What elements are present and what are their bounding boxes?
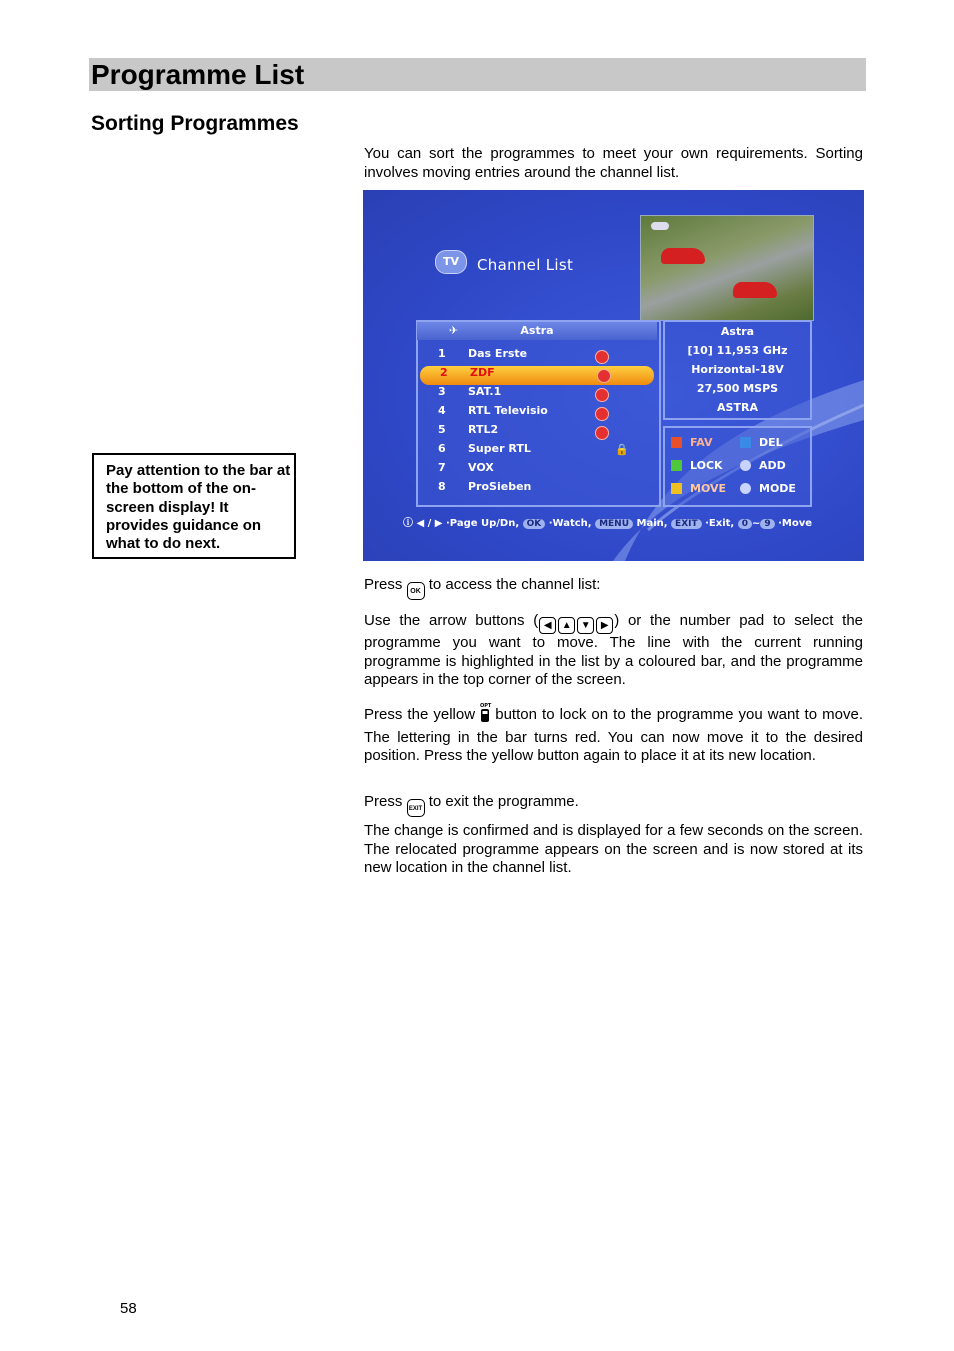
title-bar	[89, 58, 866, 91]
channel-row[interactable]	[418, 442, 656, 461]
channel-list-screen	[363, 190, 864, 561]
move-button[interactable]: MOVE	[690, 482, 727, 495]
favourite-icon	[595, 407, 609, 421]
up-arrow-icon: ▲	[558, 617, 575, 634]
help-bar: ⓘ ◀ / ▶ ·Page Up/Dn, OK ·Watch, MENU Main, EXIT ·Exit, 0 ~ 9 ·Move	[403, 518, 813, 529]
add-button[interactable]: ADD	[759, 459, 786, 472]
svg-text:OPT: OPT	[480, 703, 492, 709]
favourite-icon	[595, 426, 609, 440]
channel-name: SAT.1	[468, 385, 502, 398]
channel-row[interactable]	[418, 480, 656, 499]
arrows-paragraph: Use the arrow buttons ( ◀ ▲ ▼ ▶ ) or the number pad to select the programme you want to move. The line with the current running programme is highlighted in the list by a coloured bar, and the programme appears in the top corner of the screen.	[364, 612, 863, 688]
channel-number: 2	[440, 366, 448, 379]
mode-button[interactable]: MODE	[759, 482, 796, 495]
channel-row[interactable]	[418, 347, 656, 366]
channel-number: 6	[438, 442, 446, 455]
green-key-icon	[671, 460, 682, 471]
tv-logo-icon	[651, 222, 669, 230]
favourite-icon	[595, 388, 609, 402]
channel-name: Das Erste	[468, 347, 528, 360]
channel-number: 3	[438, 385, 446, 398]
info-frequency: [10] 11,953 GHz	[687, 344, 788, 357]
channel-number: 8	[438, 480, 446, 493]
intro-paragraph: You can sort the programmes to meet your own requirements. Sorting involves moving entries around the channel list.	[364, 145, 863, 181]
mode-key-icon	[740, 483, 751, 494]
left-arrow-icon: ◀	[539, 617, 556, 634]
channel-row[interactable]	[420, 366, 654, 385]
ok-key-icon: OK	[523, 519, 546, 529]
transponder-info	[663, 320, 812, 420]
channel-name: VOX	[468, 461, 494, 474]
yellow-button-icon	[480, 701, 490, 729]
lock-icon: 🔒	[615, 443, 629, 456]
page-number: 58	[120, 1300, 137, 1317]
info-provider: ASTRA	[717, 401, 758, 414]
channel-name: ProSieben	[468, 480, 532, 493]
add-key-icon	[740, 460, 751, 471]
channel-name: RTL2	[468, 423, 499, 436]
channel-number: 4	[438, 404, 446, 417]
note-box: Pay attention to the bar at the bottom of the on-screen display! It provides guidance on what to do next.	[92, 453, 296, 559]
programme-preview-image	[640, 215, 814, 321]
menu-key-icon: MENU	[595, 519, 633, 529]
info-satellite: Astra	[720, 325, 755, 338]
lock-button[interactable]: LOCK	[690, 459, 723, 472]
channel-row[interactable]	[418, 423, 656, 442]
car-icon	[661, 248, 705, 264]
info-symbolrate: 27,500 MSPS	[696, 382, 779, 395]
list-header: ✈ Astra	[417, 322, 657, 340]
page-title: Programme List	[91, 59, 305, 90]
help-icon: ⓘ ◀	[403, 518, 425, 529]
press-ok-paragraph: Press OK to access the channel list:	[364, 576, 863, 600]
car-icon	[733, 282, 777, 298]
exit-key-icon: EXIT	[671, 519, 702, 529]
channel-number: 1	[438, 347, 446, 360]
red-key-icon	[671, 437, 682, 448]
channel-number: 5	[438, 423, 446, 436]
blue-key-icon	[740, 437, 751, 448]
exit-paragraph: Press EXIT to exit the programme.	[364, 793, 863, 817]
favourite-icon	[595, 350, 609, 364]
info-polarisation: Horizontal-18V	[691, 363, 784, 376]
tv-icon: TV	[435, 250, 467, 274]
channel-name: RTL Televisio	[468, 404, 548, 417]
screen-title: Channel List	[477, 256, 574, 274]
favourite-icon	[597, 369, 611, 383]
channel-row[interactable]	[418, 404, 656, 423]
del-button[interactable]: DEL	[759, 436, 783, 449]
channel-row[interactable]	[418, 461, 656, 480]
ok-button-icon: OK	[407, 582, 425, 600]
exit-button-icon: EXIT	[407, 799, 425, 817]
yellow-key-icon	[671, 483, 682, 494]
confirm-paragraph: The change is confirmed and is displayed for a few seconds on the screen. The relocated programme appears on the screen and is now stored at its new location in the channel list.	[364, 822, 863, 876]
satellite-icon: ✈	[449, 324, 459, 337]
section-heading: Sorting Programmes	[91, 112, 299, 135]
down-arrow-icon: ▼	[577, 617, 594, 634]
channel-row[interactable]	[418, 385, 656, 404]
fav-button[interactable]: FAV	[690, 436, 713, 449]
right-arrow-icon: ▶	[596, 617, 613, 634]
channel-name: Super RTL	[468, 442, 531, 455]
channel-name: ZDF	[470, 366, 495, 379]
channel-number: 7	[438, 461, 446, 474]
yellow-paragraph: Press the yellow OPT button to lock on to the programme you want to move. The lettering in the bar turns red. You can now move it to the desired position. Press the yellow button again to place it at its new location.	[364, 703, 863, 764]
